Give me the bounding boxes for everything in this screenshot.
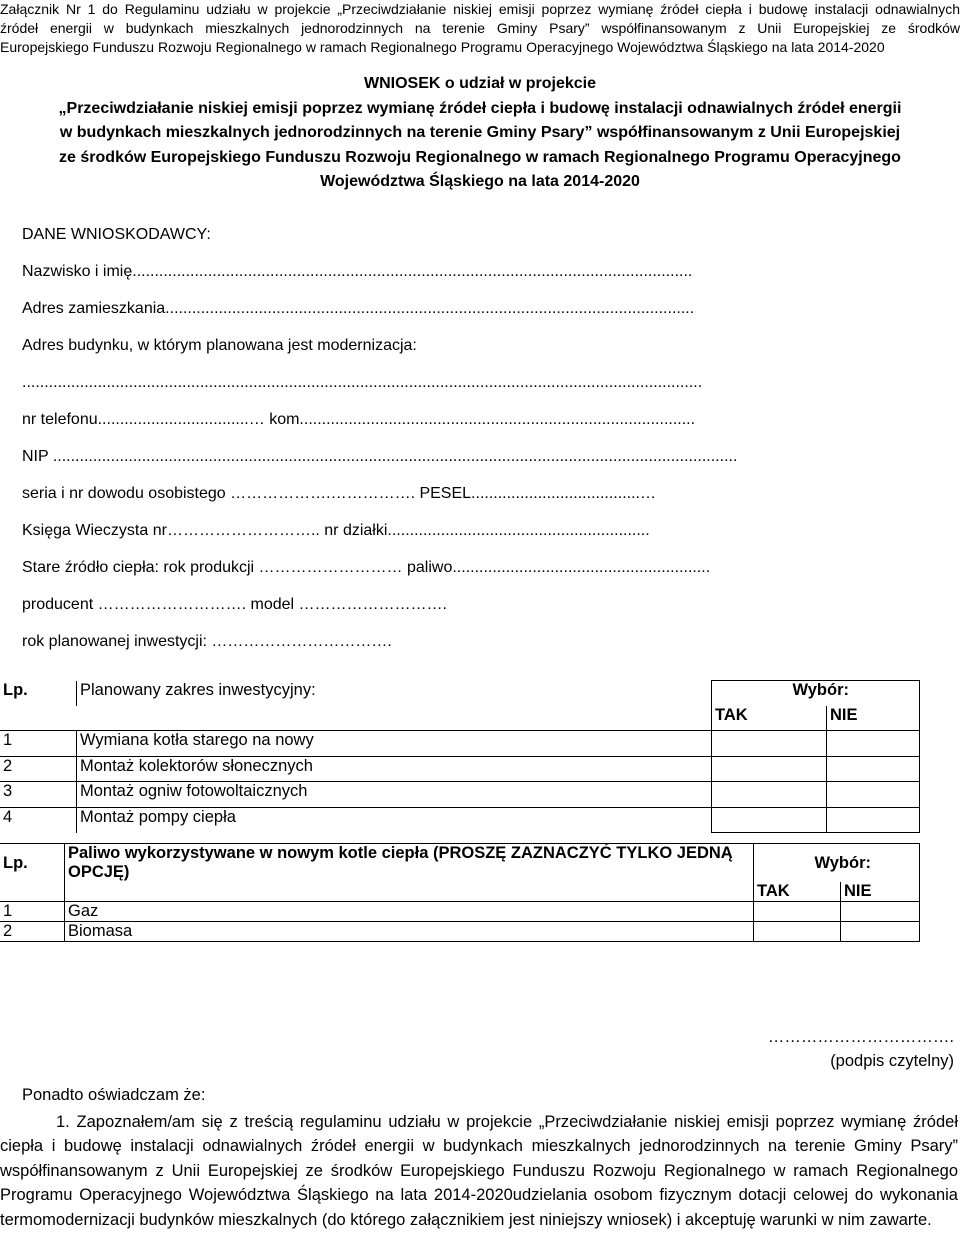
row-lp: 4 bbox=[0, 807, 77, 833]
header-line: Europejskiego Funduszu Rozwoju Regionalnego w ramach Regionalnego Programu Operacyjnego Województwa Śląskiego na lata 2014-2020 bbox=[0, 39, 885, 55]
header-line: źródeł energii w budynkach mieszkalnych jednorodzinnych na terenie Gminy Psary” współfinansowanym z Unii Europejskiej ze środków bbox=[0, 20, 960, 36]
checkbox-no[interactable] bbox=[827, 807, 920, 833]
title-line: Województwa Śląskiego na lata 2014-2020 bbox=[320, 173, 640, 190]
field-id-pesel[interactable]: seria i nr dowodu osobistego ……………….……………. PESEL......................................… bbox=[22, 485, 656, 502]
signature-label: (podpis czytelny) bbox=[830, 1052, 954, 1070]
fuel-col-yes-header: TAK bbox=[754, 882, 841, 902]
fuel-row-label: Biomasa bbox=[65, 922, 754, 942]
checkbox-no[interactable] bbox=[827, 731, 920, 757]
row-lp: 1 bbox=[0, 731, 77, 757]
col-yes-header: TAK bbox=[712, 706, 827, 731]
checkbox-no[interactable] bbox=[827, 756, 920, 782]
field-land-register[interactable]: Księga Wieczysta nr……………………….. nr działki........................................................... bbox=[22, 522, 650, 539]
fuel-row-label: Gaz bbox=[65, 902, 754, 922]
signature-line[interactable]: ……………………………. bbox=[767, 1028, 954, 1046]
header-line: Załącznik Nr 1 do Regulaminu udziału w projekcie „Przeciwdziałanie niskiej emisji poprzez wymianę źródeł ciepła i budowę instalacji odnawialnych bbox=[0, 1, 960, 17]
fuel-table bbox=[0, 843, 920, 942]
field-old-heat-source[interactable]: Stare źródło ciepła: rok produkcji ……………………… paliwo.......................................................... bbox=[22, 559, 711, 576]
col-lp-header: Lp. bbox=[3, 680, 28, 699]
field-producer-model[interactable]: producent ………………………. model ………………………. bbox=[22, 596, 447, 613]
document-title bbox=[0, 72, 960, 195]
field-phone[interactable]: nr telefonu..................................… kom......................................................................................... bbox=[22, 411, 696, 428]
col-no-header: NIE bbox=[827, 706, 920, 731]
title-line: w budynkach mieszkalnych jednorodzinnych na terenie Gminy Psary” współfinansowanym z Unii Europejskiej bbox=[59, 124, 901, 141]
signature-block bbox=[768, 1025, 954, 1073]
row-label: Montaż kolektorów słonecznych bbox=[77, 756, 712, 782]
field-building-address[interactable]: ......................................................................................................................................................... bbox=[22, 374, 703, 391]
fuel-col-no-header: NIE bbox=[841, 882, 920, 902]
fuel-col-choice-header: Wybór: bbox=[754, 844, 920, 883]
checkbox-no[interactable] bbox=[827, 782, 920, 808]
col-scope-header: Planowany zakres inwestycyjny: bbox=[77, 681, 712, 706]
row-lp: 3 bbox=[0, 782, 77, 808]
title-line: „Przeciwdziałanie niskiej emisji poprzez wymianę źródeł ciepła i budowę instalacji odnawialnych źródeł energii bbox=[58, 99, 902, 117]
checkbox-yes[interactable] bbox=[712, 756, 827, 782]
row-lp: 2 bbox=[0, 756, 77, 782]
fuel-checkbox-yes[interactable] bbox=[754, 922, 841, 942]
col-choice-header: Wybór: bbox=[712, 681, 920, 706]
fuel-col-header: Paliwo wykorzystywane w nowym kotle ciepła (PROSZĘ ZAZNACZYĆ TYLKO JEDNĄ OPCJĘ) bbox=[65, 844, 754, 883]
applicant-section-label: DANE WNIOSKODAWCY: bbox=[22, 226, 211, 243]
investment-table bbox=[0, 680, 920, 833]
fuel-row-lp: 1 bbox=[0, 902, 65, 922]
field-investment-year[interactable]: rok planowanej inwestycji: ……………………………. bbox=[22, 633, 392, 650]
fuel-checkbox-no[interactable] bbox=[841, 902, 920, 922]
row-label: Montaż pompy ciepła bbox=[77, 807, 712, 833]
field-nip[interactable]: NIP .......................................................................................................................................................... bbox=[22, 448, 738, 465]
declaration-text: 1. Zapoznałem/am się z treścią regulaminu udziału w projekcie „Przeciwdziałanie niskiej emisji poprzez wymianę źródeł ciepła i budowę instalacji odnawialnych źródeł energii w budynkach mieszkalnych jednorodzinnych na terenie Gminy Psary” współfinansowanym z Unii Europejskiej ze środków Europejskiego Funduszu Rozwoju Regionalnego w ramach Regionalnego Programu Operacyjnego Województwa Śląskiego na lata 2014-2020udzielania osobom fizycznym dotacji celowej do wykonania termomodernizacji budynków mieszkalnych (do którego załącznikiem jest niniejszy wniosek) i akceptuję warunki w nim zawarte. bbox=[0, 1113, 958, 1229]
fuel-col-lp-header: Lp. bbox=[0, 844, 65, 883]
declaration-item-1 bbox=[0, 1110, 958, 1232]
fuel-checkbox-no[interactable] bbox=[841, 922, 920, 942]
checkbox-yes[interactable] bbox=[712, 807, 827, 833]
field-address[interactable]: Adres zamieszkania....................................................................................................................... bbox=[22, 300, 695, 317]
field-building-address-label: Adres budynku, w którym planowana jest modernizacja: bbox=[22, 337, 417, 354]
title-heading: WNIOSEK o udział w projekcie bbox=[363, 75, 597, 92]
title-line: ze środków Europejskiego Funduszu Rozwoju Regionalnego w ramach Regionalnego Programu Operacyjnego bbox=[59, 148, 901, 166]
row-label: Montaż ogniw fotowoltaicznych bbox=[77, 782, 712, 808]
fuel-row-lp: 2 bbox=[0, 922, 65, 942]
attachment-header bbox=[0, 0, 960, 57]
row-label: Wymiana kotła starego na nowy bbox=[77, 731, 712, 757]
checkbox-yes[interactable] bbox=[712, 782, 827, 808]
checkbox-yes[interactable] bbox=[712, 731, 827, 757]
fuel-checkbox-yes[interactable] bbox=[754, 902, 841, 922]
field-name[interactable]: Nazwisko i imię.............................................................................................................................. bbox=[22, 263, 693, 280]
declaration-heading: Ponadto oświadczam że: bbox=[22, 1086, 206, 1104]
